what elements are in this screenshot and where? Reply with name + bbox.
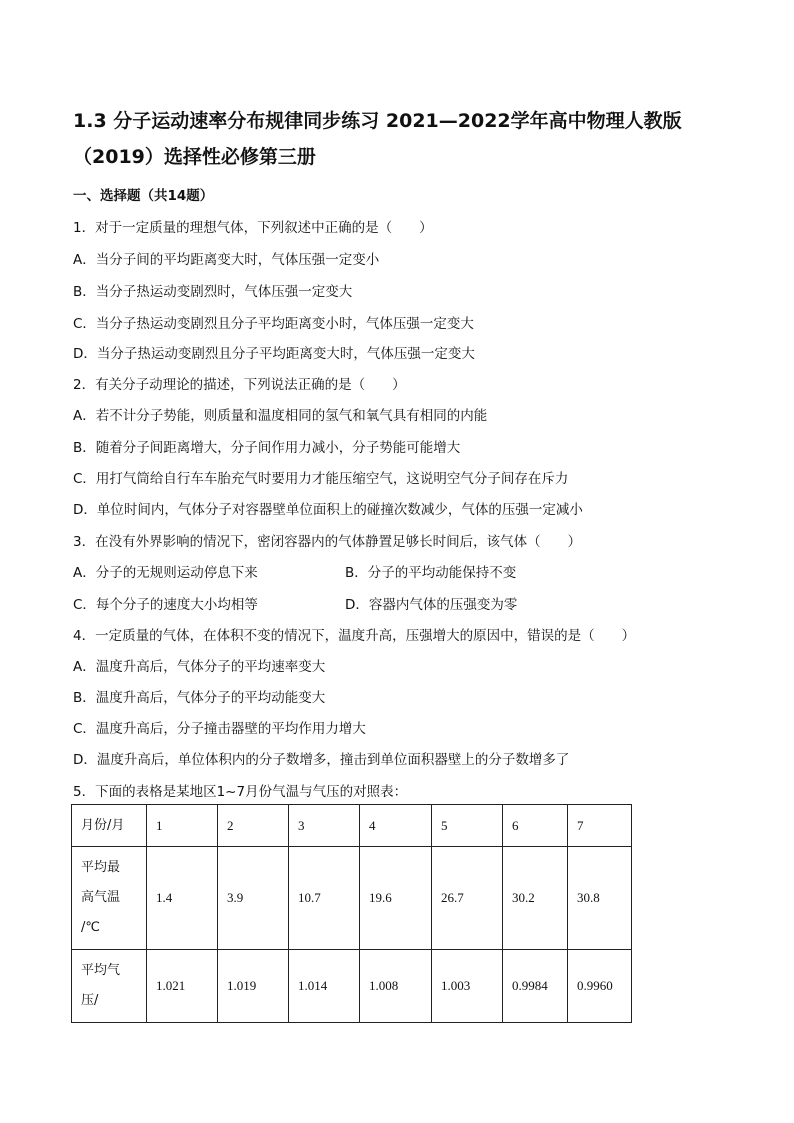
q4-option-b: B．温度升高后，气体分子的平均动能变大 xyxy=(73,690,326,706)
table-header-cell xyxy=(72,847,147,950)
table-cell: 1.4 xyxy=(147,847,218,950)
table-cell: 1.019 xyxy=(218,950,289,1023)
document-title xyxy=(73,103,733,175)
q4-option-a: A．温度升高后，气体分子的平均速率变大 xyxy=(73,659,326,675)
table-cell: 3 xyxy=(289,805,360,847)
table-row-pressure xyxy=(72,950,632,1023)
q2-option-d: D．单位时间内，气体分子对容器壁单位面积上的碰撞次数减少，气体的压强一定减小 xyxy=(73,502,583,518)
table-cell: 10.7 xyxy=(289,847,360,950)
table-cell: 3.9 xyxy=(218,847,289,950)
q4-stem: 4．一定质量的气体，在体积不变的情况下，温度升高，压强增大的原因中，错误的是（ ） xyxy=(73,628,636,644)
temp-label-line: /℃ xyxy=(81,920,100,935)
table-cell: 26.7 xyxy=(432,847,503,950)
table-cell: 1.014 xyxy=(289,950,360,1023)
temp-label-line: 高气温 xyxy=(81,890,121,905)
q3-option-c: C．每个分子的速度大小均相等 xyxy=(73,597,258,613)
q2-option-b: B．随着分子间距离增大，分子间作用力减小，分子势能可能增大 xyxy=(73,440,461,456)
table-row-temperature xyxy=(72,847,632,950)
section-heading: 一、选择题（共14题） xyxy=(73,188,214,204)
table-cell: 1.021 xyxy=(147,950,218,1023)
q2-option-a: A．若不计分子势能，则质量和温度相同的氢气和氧气具有相同的内能 xyxy=(73,408,488,424)
q2-stem: 2．有关分子动理论的描述，下列说法正确的是（ ） xyxy=(73,377,406,393)
table-cell: 1.008 xyxy=(360,950,432,1023)
table-cell: 1 xyxy=(147,805,218,847)
table-cell: 1.003 xyxy=(432,950,503,1023)
table-cell: 2 xyxy=(218,805,289,847)
q1-option-d: D．当分子热运动变剧烈且分子平均距离变大时，气体压强一定变大 xyxy=(73,346,475,362)
table-cell: 7 xyxy=(568,805,632,847)
table-cell: 0.9960 xyxy=(568,950,632,1023)
table-cell: 0.9984 xyxy=(503,950,568,1023)
q1-option-c: C．当分子热运动变剧烈且分子平均距离变小时，气体压强一定变大 xyxy=(73,316,474,332)
q3-option-d: D．容器内气体的压强变为零 xyxy=(345,597,518,613)
q3-option-a: A．分子的无规则运动停息下来 xyxy=(73,565,258,581)
table-header-cell xyxy=(72,950,147,1023)
q2-option-c: C．用打气筒给自行车车胎充气时要用力才能压缩空气，这说明空气分子间存在斥力 xyxy=(73,471,569,487)
temp-label-line: 平均最 xyxy=(81,860,121,875)
table-cell: 6 xyxy=(503,805,568,847)
table-cell: 30.2 xyxy=(503,847,568,950)
table-cell: 19.6 xyxy=(360,847,432,950)
q1-option-b: B．当分子热运动变剧烈时，气体压强一定变大 xyxy=(73,284,353,300)
table-cell: 5 xyxy=(432,805,503,847)
q1-stem: 1．对于一定质量的理想气体，下列叙述中正确的是（ ） xyxy=(73,220,433,236)
table-cell: 30.8 xyxy=(568,847,632,950)
press-label-line: 压/ xyxy=(81,993,99,1008)
table-header-cell: 月份/月 xyxy=(72,805,147,847)
table-row-months xyxy=(72,805,632,847)
q3-stem: 3．在没有外界影响的情况下，密闭容器内的气体静置足够长时间后，该气体（ ） xyxy=(73,534,582,550)
q4-option-d: D．温度升高后，单位体积内的分子数增多，撞击到单位面积器壁上的分子数增多了 xyxy=(73,752,570,768)
q1-option-a: A．当分子间的平均距离变大时，气体压强一定变小 xyxy=(73,252,380,268)
q3-option-b: B．分子的平均动能保持不变 xyxy=(345,565,517,581)
press-label-line: 平均气 xyxy=(81,963,121,978)
q4-option-c: C．温度升高后，分子撞击器壁的平均作用力增大 xyxy=(73,721,366,737)
title-line-1: 1.3 分子运动速率分布规律同步练习 2021—2022学年高中物理人教版 xyxy=(73,110,682,132)
q5-stem: 5．下面的表格是某地区1~7月份气温与气压的对照表： xyxy=(73,784,408,800)
title-line-2: （2019）选择性必修第三册 xyxy=(73,146,316,168)
table-cell: 4 xyxy=(360,805,432,847)
temperature-pressure-table xyxy=(71,804,632,1023)
